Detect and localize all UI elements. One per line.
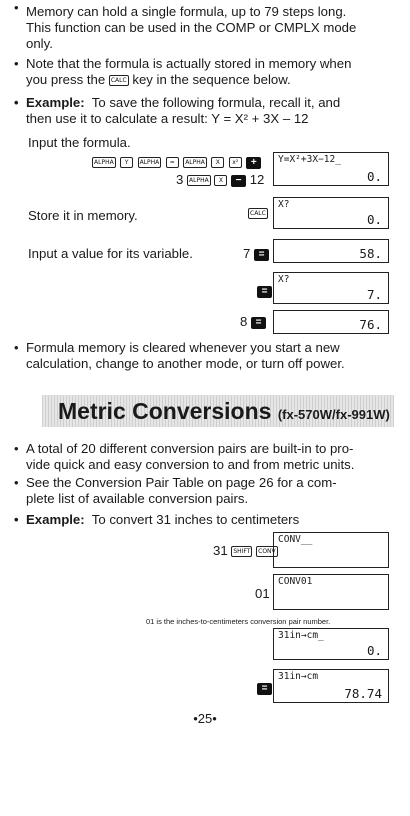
example-text: To save the following formula, recall it, and (91, 95, 341, 110)
conv-display-4 (273, 669, 389, 703)
number-31: 31 (213, 543, 228, 558)
note-bullet (26, 56, 351, 88)
bullet-dot: • (14, 340, 19, 355)
conversion-note: 01 is the inches-to-centimeters conversion pair number. (146, 617, 331, 626)
bullet-dot: • (14, 441, 19, 456)
x-key-icon: X (214, 175, 227, 186)
equals-key-icon: = (257, 683, 272, 695)
example-text: To convert 31 inches to centimeters (91, 512, 300, 527)
section-subtitle: (fx-570W/fx-991W) (277, 407, 390, 422)
text-line (26, 95, 340, 111)
display-line-1: X? (278, 199, 290, 210)
equals-key-icon: = (251, 317, 266, 329)
plus-key-icon: + (246, 157, 261, 169)
display-line-2: 0. (366, 212, 382, 227)
calc-key-icon: CALC (110, 77, 127, 85)
text-line: Formula memory is cleared whenever you start a new (26, 340, 340, 355)
display-line-1: X? (278, 274, 290, 285)
text-line: Note that the formula is actually stored in memory when (26, 56, 352, 71)
number-8: 8 (240, 314, 248, 329)
text-line: Memory can hold a single formula, up to 79 steps long. (26, 4, 347, 19)
memory-bullet (26, 4, 356, 52)
section-title-text: Metric Conversions (58, 398, 272, 424)
x-prompt-display (273, 272, 389, 304)
metric-example (26, 512, 299, 528)
text-line: calculation, change to another mode, or turn off power. (26, 356, 345, 371)
text-span: you press the (26, 72, 106, 87)
input-key-row (243, 246, 269, 262)
conv-display-1 (273, 532, 389, 568)
text-line: This function can be used in the COMP or CMPLX mode (26, 20, 357, 35)
eight-key-row (240, 314, 266, 330)
result-display (273, 310, 389, 334)
conv-key-icon: CONV (258, 548, 276, 556)
store-display (273, 197, 389, 229)
clear-bullet (26, 340, 345, 372)
section-title (58, 398, 390, 428)
display-line-1: CONV__ (278, 534, 313, 545)
display-line-2: 0. (366, 643, 382, 658)
equals-key-icon: = (257, 286, 272, 298)
example-block (26, 95, 340, 127)
display-line-1: CONV01 (278, 576, 313, 587)
text-line: A total of 20 different conversion pairs are built-in to pro- (26, 441, 354, 456)
formula-key-row-2 (176, 172, 264, 188)
display-line-2: 76. (359, 317, 382, 332)
number-3: 3 (176, 172, 184, 187)
text-line: then use it to calculate a result: Y = X² + 3X – 12 (26, 111, 309, 126)
display-line-2: 78.74 (344, 686, 382, 701)
bullet-dot: • (14, 95, 19, 110)
display-line-1: 31in→cm_ (278, 630, 324, 641)
display-line-1: 31in→cm (278, 671, 319, 682)
display-line-2: 7. (366, 287, 382, 302)
minus-key-icon: − (231, 175, 246, 187)
bullet-dot: • (14, 56, 19, 71)
text-line: vide quick and easy conversion to and from metric units. (26, 457, 355, 472)
conv-display-3 (273, 628, 389, 660)
y-key-icon: Y (120, 157, 133, 168)
metric-bullet-1 (26, 441, 354, 473)
metric-bullet-2 (26, 475, 337, 507)
text-line (26, 72, 351, 88)
input-formula-label: Input the formula. (28, 135, 131, 150)
formula-key-row (92, 154, 261, 172)
alpha-key-icon: ALPHA (185, 159, 205, 167)
shift-key-icon: SHIFT (233, 548, 251, 556)
number-12: 12 (249, 172, 265, 187)
input-display (273, 239, 389, 263)
bullet-dot: • (14, 512, 19, 527)
page-number: •25• (193, 711, 217, 726)
equals-key-icon: = (254, 249, 269, 261)
display-line-2: 0. (366, 169, 382, 184)
formula-display (273, 152, 389, 186)
display-line-2: 58. (359, 246, 382, 261)
x-key-icon: X (211, 157, 224, 168)
example-label: Example: (26, 512, 85, 527)
alpha-key-icon: ALPHA (189, 177, 209, 185)
square-key-icon: x² (229, 157, 242, 168)
number-7: 7 (243, 246, 251, 261)
conv-key-row (213, 543, 278, 559)
example-label: Example: (26, 95, 85, 110)
text-line: only. (26, 36, 53, 51)
store-label: Store it in memory. (28, 208, 138, 223)
alpha-key-icon: ALPHA (94, 159, 114, 167)
text-line: plete list of available conversion pairs. (26, 491, 249, 506)
conv-display-2 (273, 574, 389, 610)
display-line-1: Y=X²+3X−12_ (278, 154, 341, 165)
number-01: 01 (255, 586, 270, 601)
calc-key-icon: CALC (250, 210, 266, 217)
text-line: See the Conversion Pair Table on page 26 for a com- (26, 475, 337, 490)
bullet-dot: • (14, 475, 19, 490)
alpha-key-icon: ALPHA (139, 159, 160, 167)
equals-key-icon: = (166, 157, 179, 168)
input-var-label: Input a value for its variable. (28, 246, 193, 261)
bullet-dot: • (14, 0, 19, 15)
text-span: key in the sequence below. (132, 72, 291, 87)
